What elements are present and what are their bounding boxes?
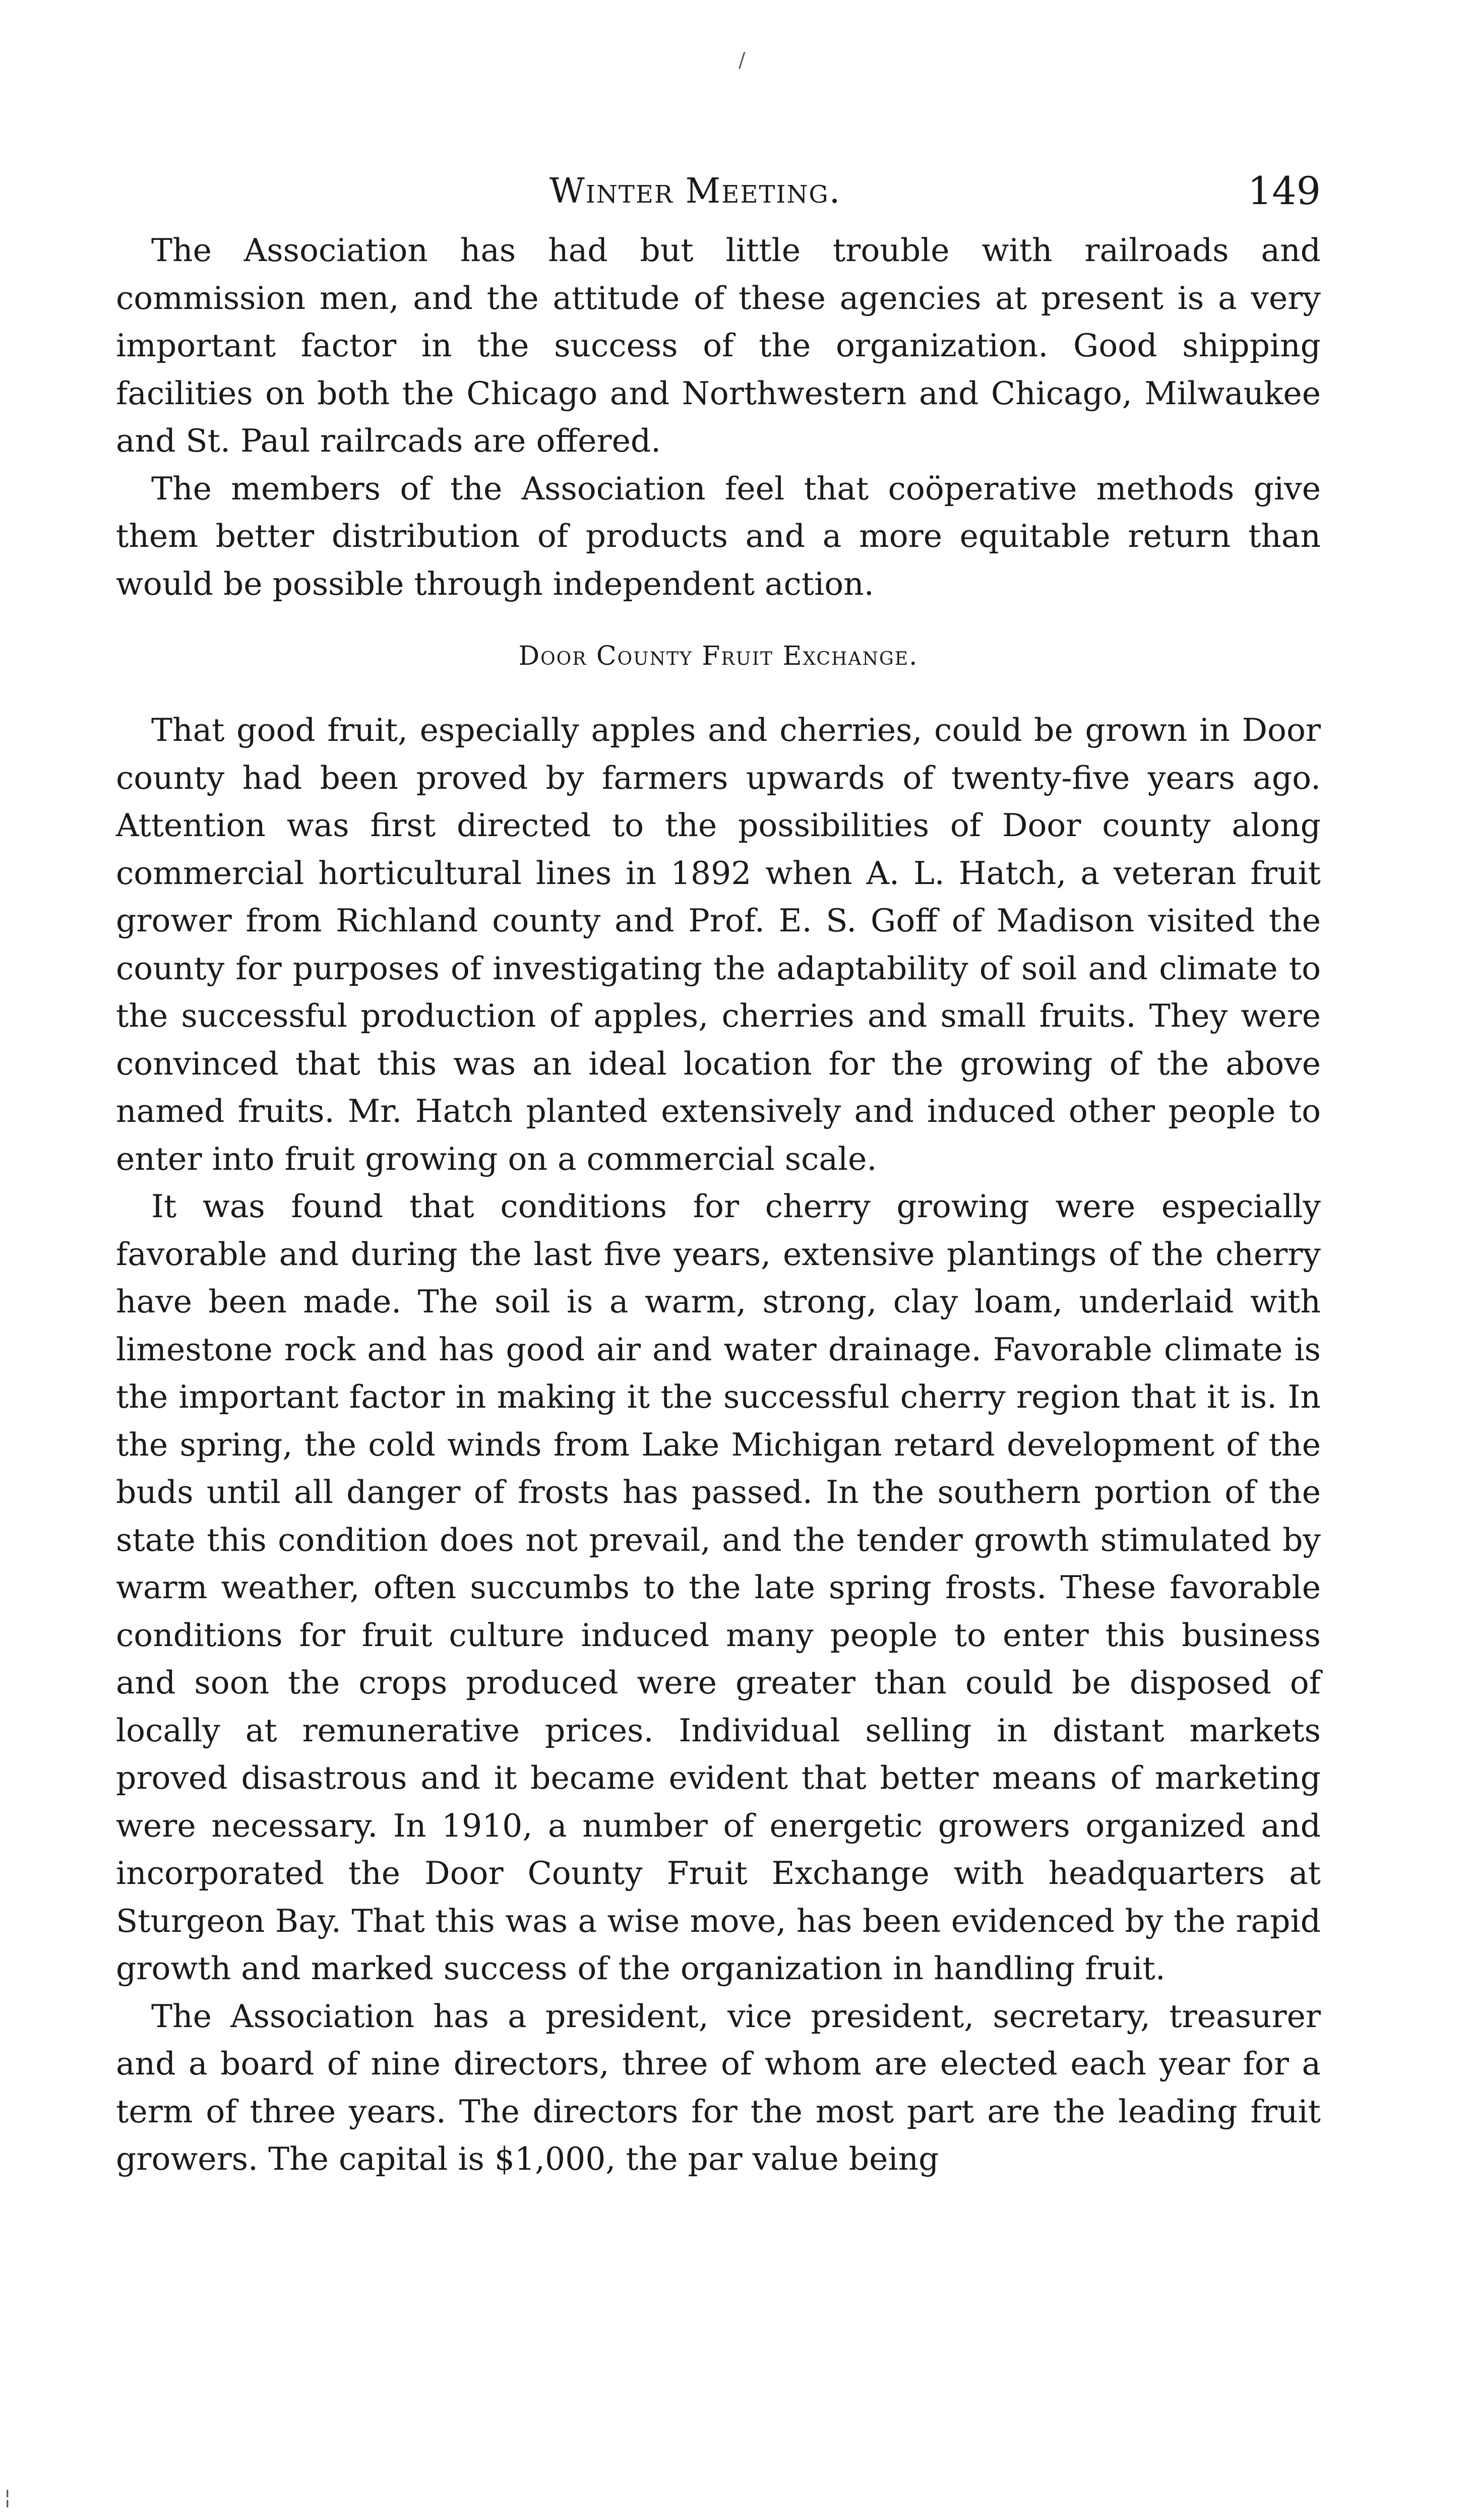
paragraph-association-officers: The Association has a president, vice president, secretary, treasurer and a board of nine directors, three of whom are elected each year for a term of three years. The directors for the most part are the leading fruit growers. The capital is $1,000, the par value being <box>116 1997 1321 2177</box>
scan-speck-bottom-left: ¦ <box>4 2486 11 2509</box>
paragraph-cherry-growing: It was found that conditions for cherry growing were especially favorable and during the last five years, extensive plantings of the cherry have been made. The soil is a warm, strong, clay loam, underlaid with limestone rock and has good air and water drainage. Favorable climate is the important factor in making it the successful cherry region that it is. In the spring, the cold winds from Lake Michigan retard development of the buds until all danger of frosts has passed. In the southern portion of the state this condition does not prevail, and the tender growth stimulated by warm weather, often succumbs to the late spring frosts. These favorable conditions for fruit culture induced many people to enter this business and soon the crops produced were greater than could be disposed of locally at remunerative prices. Individual selling in distant markets proved disastrous and it became evident that better means of marketing were necessary. In 1910, a number of energetic growers organized and incorporated the Door County Fruit Exchange with headquarters at Sturgeon Bay. That this was a wise move, has been evidenced by the rapid growth and marked success of the organization in handling fruit. <box>116 1188 1321 1987</box>
paragraph-railroads: The Association has had but little trouble with railroads and commission men, and the attitude of these agencies at present is a very important factor in the success of the organization. Good shipping facilities on both the Chicago and Northwestern and Chicago, Milwaukee and St. Paul railrcads are offered. <box>116 232 1321 459</box>
paragraph-door-county-history: That good fruit, especially apples and cherries, could be grown in Door county had been proved by farmers upwards of twenty-five years ago. Attention was first directed to the possibilities of Door county along commercial horticultural lines in 1892 when A. L. Hatch, a veteran fruit grower from Richland county and Prof. E. S. Goff of Madison visited the county for purposes of investigating the adaptability of soil and climate to the successful production of apples, cherries and small fruits. They were convinced that this was an ideal location for the growing of the above named fruits. Mr. Hatch planted extensively and induced other people to enter into fruit growing on a commercial scale. <box>116 712 1321 1177</box>
paragraph-cooperative-methods: The members of the Association feel that coöperative methods give them better distribution of products and a more equitable return than would be possible through independent action. <box>116 470 1321 602</box>
running-head <box>116 168 1321 227</box>
book-page <box>116 168 1321 2183</box>
section-heading: Door County Fruit Exchange. <box>518 641 918 671</box>
scan-speck-top: / <box>739 49 746 72</box>
running-head-title: Winter Meeting. <box>549 171 841 211</box>
page-number: 149 <box>1247 168 1321 213</box>
